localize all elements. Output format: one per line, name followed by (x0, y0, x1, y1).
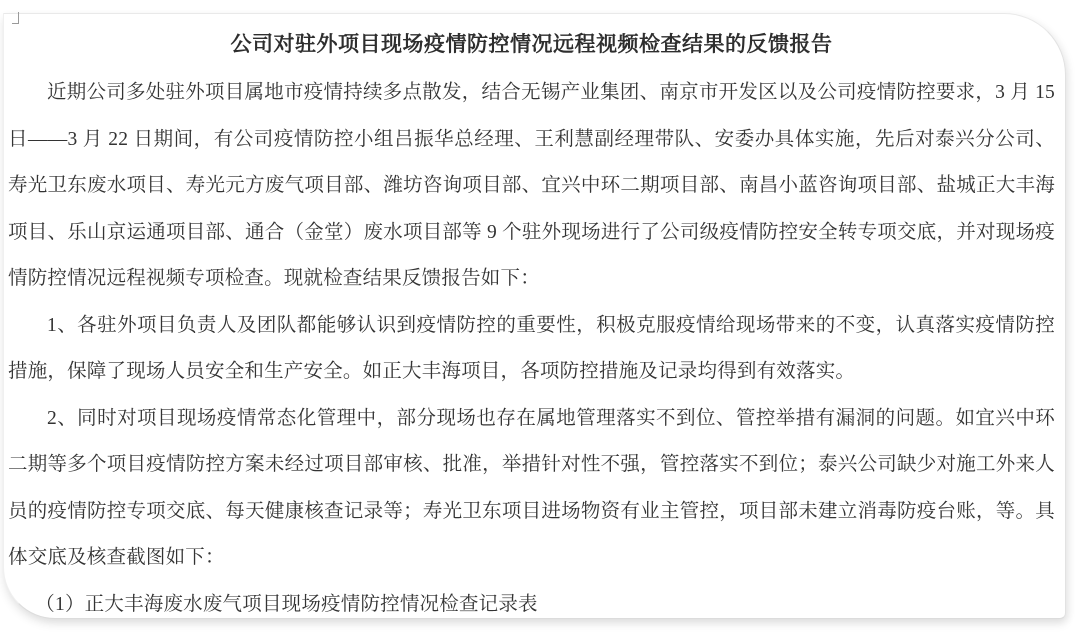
paragraph-finding-1: 1、各驻外项目负责人及团队都能够认识到疫情防控的重要性，积极克服疫情给现场带来的不变，认真落实疫情防控措施，保障了现场人员安全和生产安全。如正大丰海项目，各项防控措施及记录均得到有效落实。 (8, 314, 1055, 382)
page-content (4, 14, 1065, 628)
document-page (3, 13, 1066, 619)
document-title: 公司对驻外项目现场疫情防控情况远程视频检查结果的反馈报告 (230, 32, 833, 56)
page-corner-crop-mark (12, 12, 19, 24)
paragraph-attachment-caption: （1）正大丰海废水废气项目现场疫情防控情况检查记录表 (35, 593, 538, 615)
paragraph-intro: 近期公司多处驻外项目属地市疫情持续多点散发，结合无锡产业集团、南京市开发区以及公司疫情防控要求，3 月 15 日——3 月 22 日期间，有公司疫情防控小组吕振华总经理、王利慧副经理带队、安委办具体实施，先后对泰兴分公司、寿光卫东废水项目、寿光元方废气项目部、潍坊咨询项目部、宜兴中环二期项目部、南昌小蓝咨询项目部、盐城正大丰海项目、乐山京运通项目部、通合（金堂）废水项目部等 9 个驻外现场进行了公司级疫情防控安全转专项交底，并对现场疫情防控情况远程视频专项检查。现就检查结果反馈报告如下： (8, 82, 1055, 289)
paragraph-finding-2: 2、同时对项目现场疫情常态化管理中，部分现场也存在属地管理落实不到位、管控举措有漏洞的问题。如宜兴中环二期等多个项目疫情防控方案未经过项目部审核、批准，举措针对性不强，管控落实不到位；泰兴公司缺少对施工外来人员的疫情防控专项交底、每天健康核查记录等；寿光卫东项目进场物资有业主管控，项目部未建立消毒防疫台账，等。具体交底及核查截图如下： (8, 407, 1055, 568)
